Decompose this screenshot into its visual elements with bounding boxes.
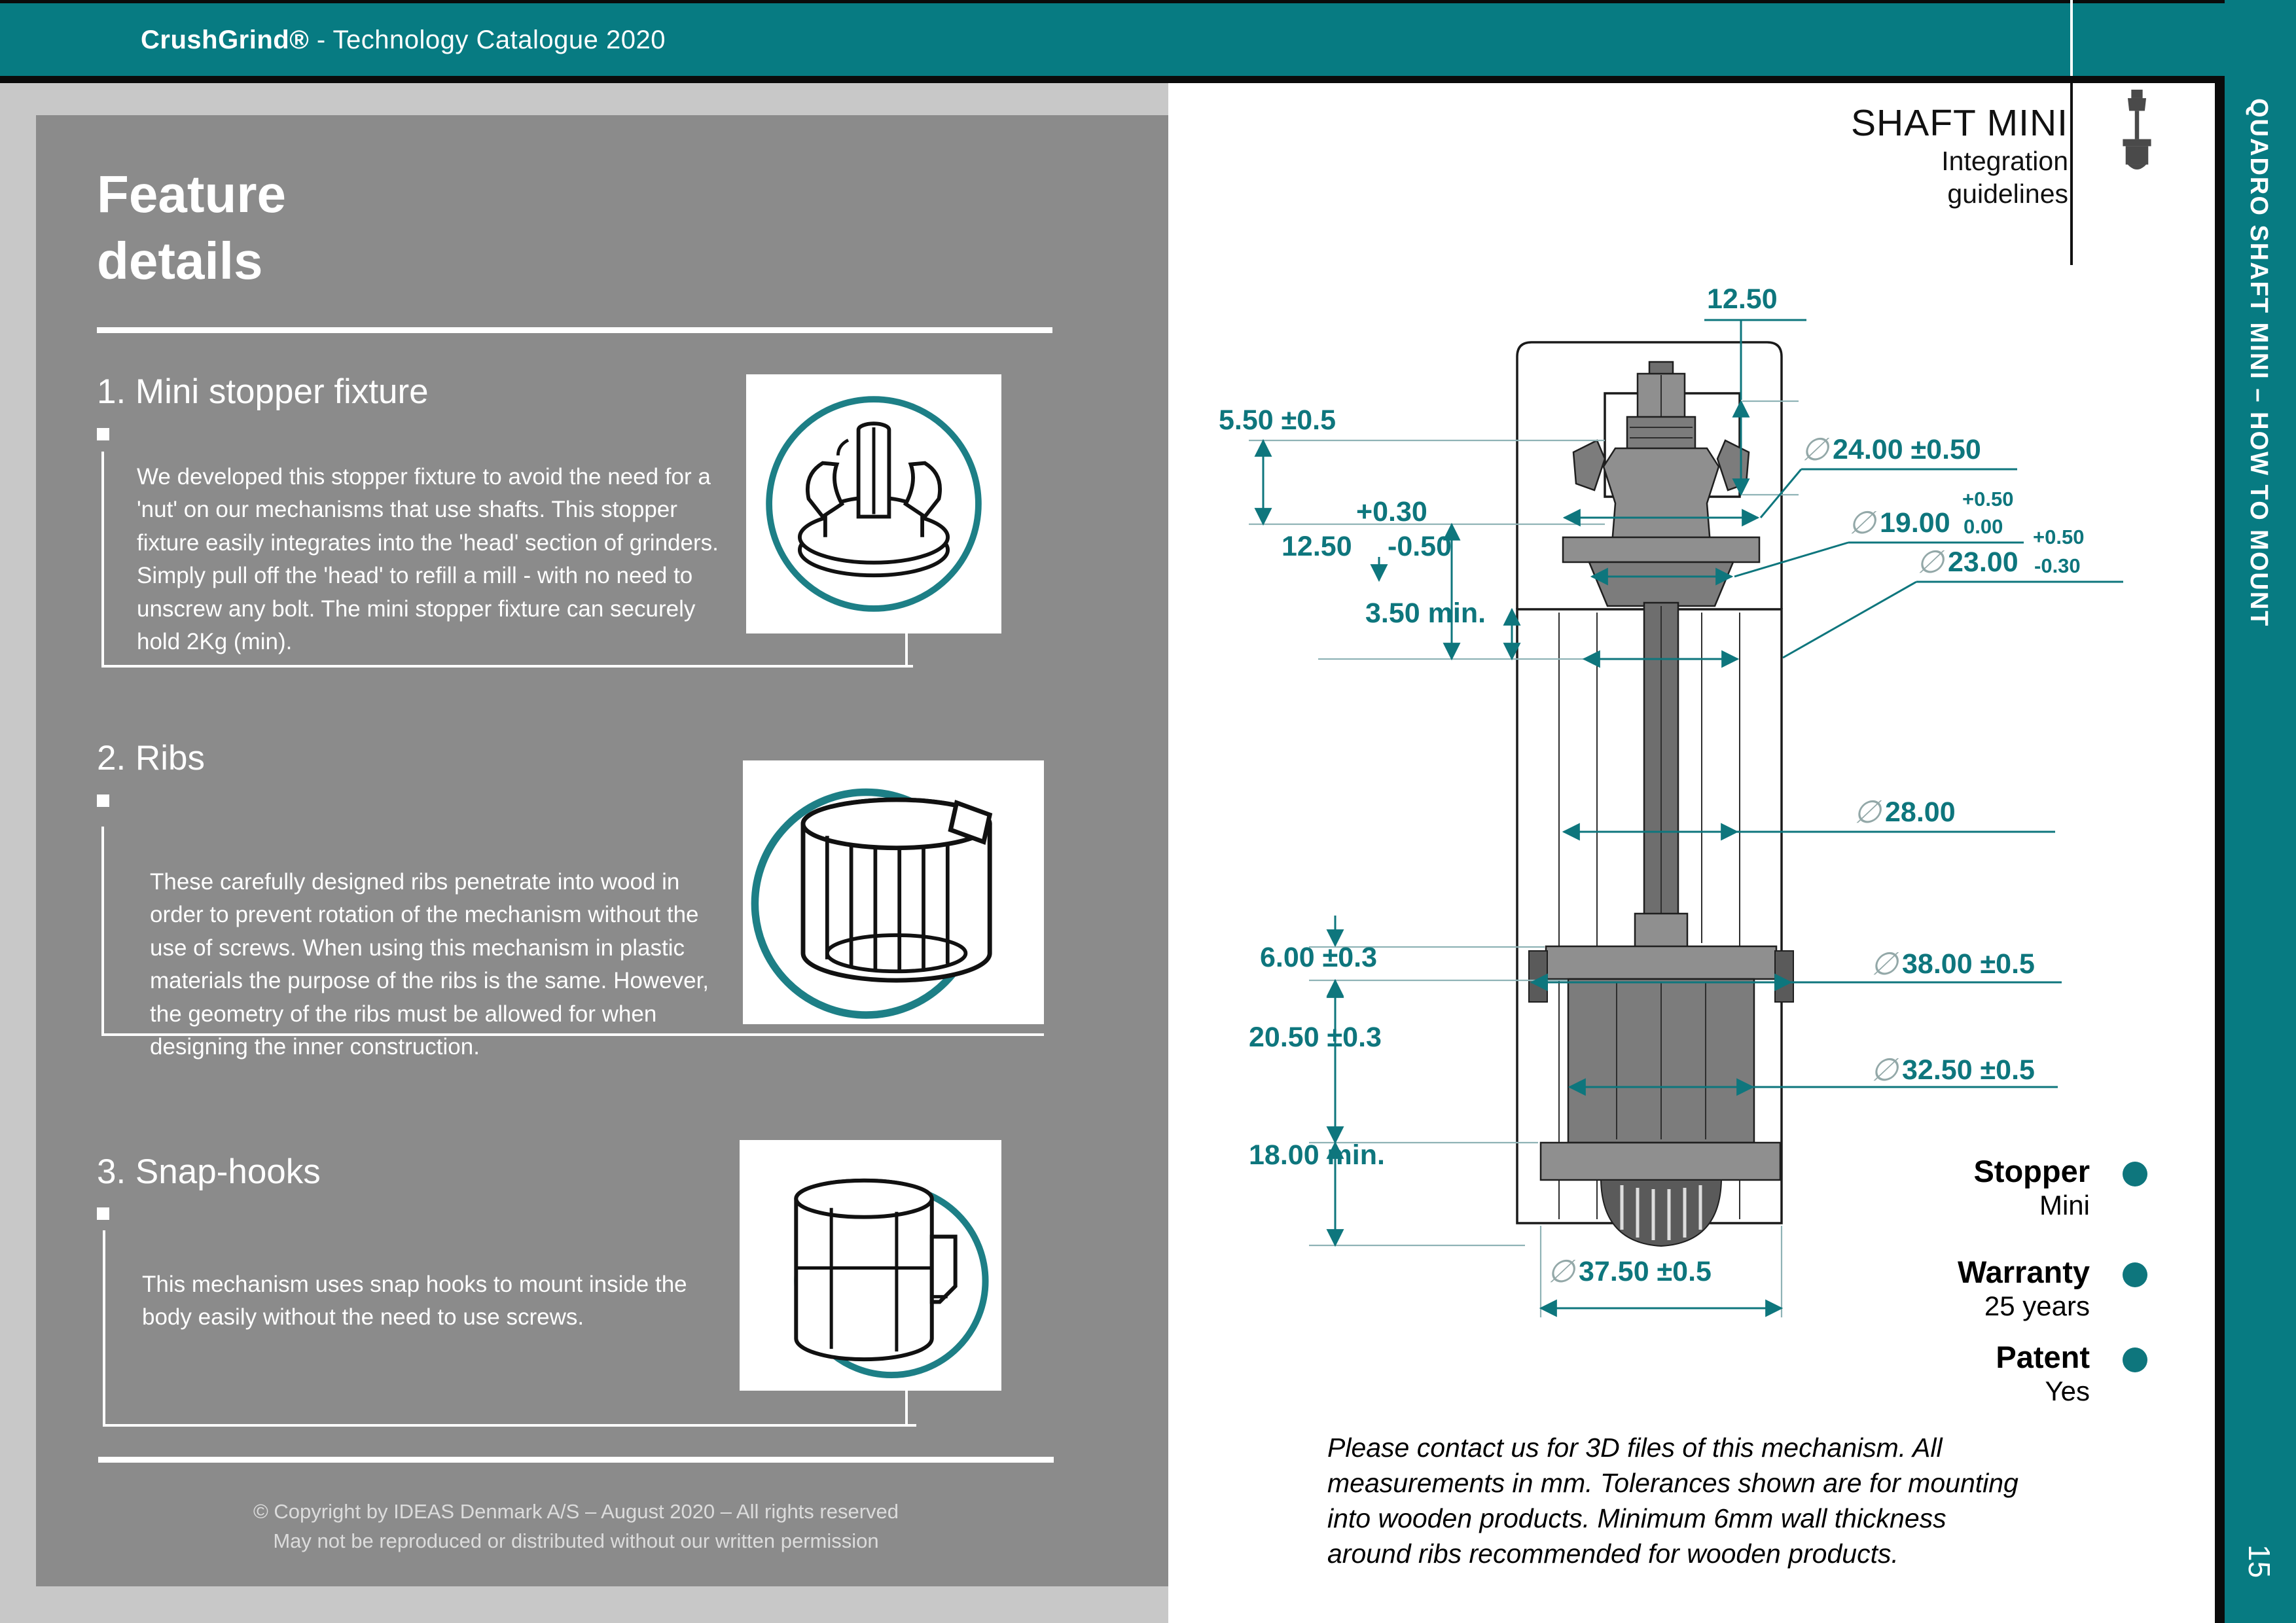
svg-text:∅: ∅: [1854, 795, 1881, 830]
drawing-subtitle-line1: Integration: [1941, 146, 2068, 176]
spec-stopper-value: Mini: [2039, 1190, 2090, 1221]
dim-12-50-insert: [1282, 496, 1452, 659]
spec-patent-value: Yes: [2045, 1376, 2090, 1407]
svg-text:-0.50: -0.50: [1388, 531, 1452, 562]
shaft-mini-icon: [2111, 90, 2163, 178]
spec-stopper: [1802, 1154, 2090, 1222]
dim-6-00: [1260, 916, 1377, 1012]
svg-text:24.00 ±0.50: 24.00 ±0.50: [1833, 434, 1981, 465]
svg-text:+0.30: +0.30: [1356, 496, 1427, 527]
section-3-connector: [905, 1391, 908, 1425]
svg-text:3.50 min.: 3.50 min.: [1365, 597, 1486, 629]
spec-warranty-value: 25 years: [1984, 1291, 2090, 1322]
feature-2-image: [743, 760, 1044, 1024]
spec-patent-dot: [2123, 1347, 2147, 1372]
svg-text:-0.30: -0.30: [2034, 554, 2081, 577]
dim-dia-37-50: [1541, 1255, 1782, 1308]
svg-text:28.00: 28.00: [1885, 796, 1956, 828]
page-number: 15: [2242, 1544, 2276, 1578]
svg-text:+0.50: +0.50: [2033, 526, 2085, 548]
mini-stopper-line-art: [746, 374, 1001, 633]
bottom-rule: [98, 1457, 1054, 1463]
svg-text:∅: ∅: [1848, 506, 1876, 541]
svg-text:6.00 ±0.3: 6.00 ±0.3: [1260, 942, 1378, 973]
section-1-body: We developed this stopper fixture to avoid the need for a 'nut' on our mechanisms that use shafts. This stopper fixture easily integrates into the 'head' section of grinders. Simply pull off the 'head' to refill a mill - with no need to unscrew any bolt. The mini stopper fixture can securely hold 2Kg (min).: [137, 464, 719, 654]
panel-title: [97, 161, 286, 295]
spec-warranty: [1802, 1255, 2090, 1323]
svg-text:12.50: 12.50: [1282, 531, 1352, 562]
svg-text:∅: ∅: [1801, 433, 1829, 467]
panel-title-line2: details: [97, 232, 263, 291]
section-2-body: These carefully designed ribs penetrate into wood in order to prevent rotation of the mechanism without the use of screws. When using this mechanism in plastic materials the purpose of the ribs is the same. However, the geometry of the ribs must be allowed for when designing the inner construction.: [150, 869, 709, 1060]
title-divider-top: [2070, 0, 2073, 76]
section-1-connector: [905, 633, 908, 668]
svg-text:37.50 ±0.5: 37.50 ±0.5: [1579, 1256, 1712, 1287]
spec-patent-label: Patent: [1996, 1340, 2090, 1374]
feature-3-image: [740, 1140, 1001, 1391]
snap-hooks-line-art: [740, 1140, 1001, 1391]
title-divider: [2070, 83, 2073, 265]
svg-text:0.00: 0.00: [1964, 515, 2003, 538]
section-3-body: This mechanism uses snap hooks to mount inside the body easily without the need to use screws.: [142, 1272, 687, 1330]
spec-warranty-dot: [2123, 1262, 2147, 1287]
side-tab: [2225, 0, 2296, 1623]
section-3-bullet: [97, 1207, 109, 1220]
side-tab-label: QUADRO SHAFT MINI – HOW TO MOUNT: [2245, 98, 2272, 628]
copyright: [98, 1497, 1054, 1556]
svg-text:∅: ∅: [1871, 947, 1898, 982]
spec-warranty-label: Warranty: [1958, 1255, 2090, 1289]
drawing-title-block: [1851, 101, 2068, 210]
svg-text:20.50 ±0.3: 20.50 ±0.3: [1249, 1022, 1382, 1053]
feature-panel: [36, 115, 1168, 1586]
svg-text:12.50: 12.50: [1707, 283, 1778, 315]
dim-dia-28: [1564, 795, 2055, 832]
header-bar: [0, 0, 2296, 76]
svg-text:19.00: 19.00: [1880, 507, 1950, 539]
svg-text:∅: ∅: [1547, 1255, 1575, 1289]
feature-1-image: [746, 374, 1001, 633]
dim-18-00: [1249, 1139, 1385, 1245]
copyright-line2: May not be reproduced or distributed without our written permission: [273, 1529, 879, 1552]
panel-title-line1: Feature: [97, 165, 286, 223]
section-3-heading: 3. Snap-hooks: [97, 1152, 321, 1191]
sidebar-divider-line: [2215, 76, 2225, 1623]
title-rule: [97, 327, 1052, 333]
svg-text:18.00 min.: 18.00 min.: [1249, 1139, 1385, 1171]
spec-stopper-label: Stopper: [1973, 1154, 2090, 1188]
svg-text:∅: ∅: [1871, 1053, 1898, 1088]
svg-text:∅: ∅: [1916, 545, 1944, 580]
spec-patent: [1802, 1340, 2090, 1408]
drawing-title: SHAFT MINI: [1851, 102, 2068, 144]
catalogue-title-rest: - Technology Catalogue 2020: [309, 26, 666, 54]
drawing-subtitle-line2: guidelines: [1947, 179, 2068, 209]
spec-stopper-dot: [2123, 1162, 2147, 1186]
drawing-page: [1168, 83, 2215, 1623]
section-2-bullet: [97, 794, 109, 807]
catalogue-title: [141, 26, 666, 55]
svg-text:32.50 ±0.5: 32.50 ±0.5: [1902, 1054, 2035, 1086]
section-1-bullet: [97, 428, 109, 440]
header-divider-line: [0, 76, 2224, 83]
svg-text:23.00: 23.00: [1948, 546, 2018, 578]
section-1-heading: 1. Mini stopper fixture: [97, 372, 429, 411]
dim-5-50: [1219, 404, 1336, 524]
dim-3-50-min: [1365, 597, 1512, 659]
copyright-line1: © Copyright by IDEAS Denmark A/S – August 2020 – All rights reserved: [253, 1500, 899, 1523]
svg-text:+0.50: +0.50: [1962, 488, 2014, 510]
svg-text:38.00 ±0.5: 38.00 ±0.5: [1902, 948, 2035, 980]
svg-text:5.50 ±0.5: 5.50 ±0.5: [1219, 404, 1336, 436]
ribs-line-art: [743, 760, 1044, 1024]
brand-name: CrushGrind®: [141, 26, 310, 54]
section-2-heading: 2. Ribs: [97, 739, 205, 777]
dim-20-50: [1249, 980, 1382, 1143]
drawing-note: Please contact us for 3D files of this mechanism. All measurements in mm. Tolerances shown are for mounting into wooden products. Minimum 6mm wall thickness around ribs recommended for wooden products.: [1327, 1433, 2018, 1569]
